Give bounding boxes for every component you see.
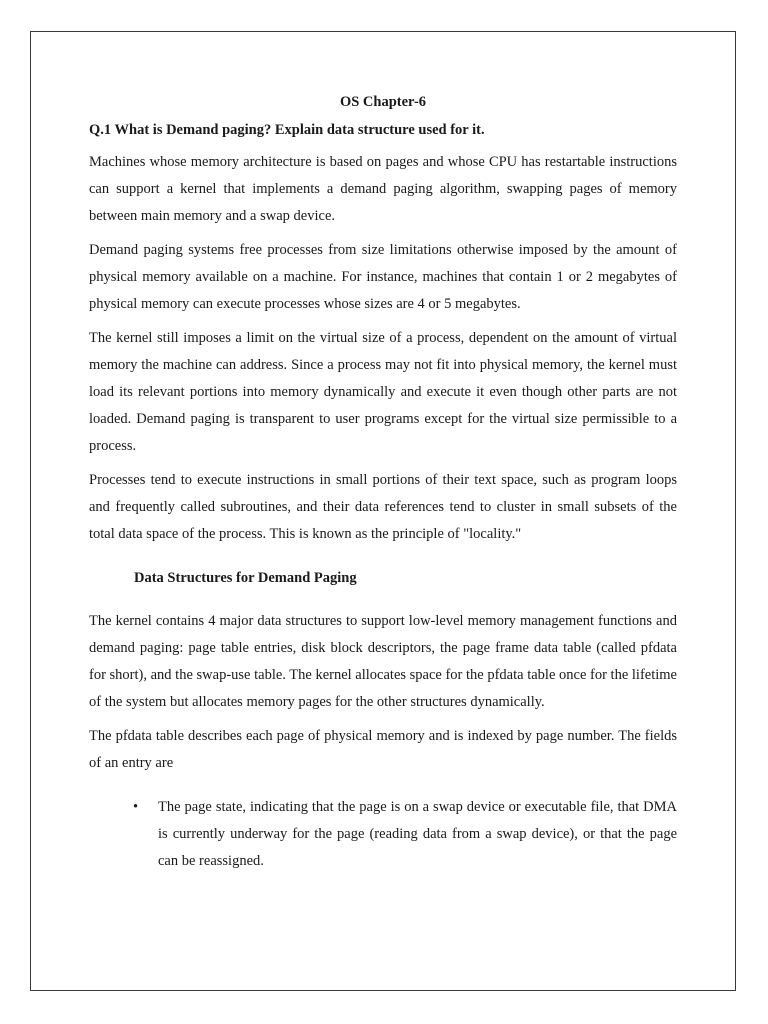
list-item-text: The page state, indicating that the page is on a swap device or executable file, that DMA is currently underway for the page (reading data from a swap device), or that the page can be reassigned. [158, 799, 677, 869]
list-item [89, 794, 677, 875]
paragraph-data-structures: The kernel contains 4 major data structures to support low-level memory management functions and demand paging: page table entries, disk block descriptors, the page frame data table (called pfdata for short), and the swap-use table. The kernel allocates space for the pfdata table once for the lifetime of the system but allocates memory pages for the other structures dynamically. [89, 613, 677, 710]
document-body [89, 91, 677, 875]
section-subheading: Data Structures for Demand Paging [134, 570, 357, 586]
bullet-marker: • [133, 799, 139, 815]
document-title: OS Chapter-6 [339, 94, 427, 110]
paragraph-pfdata-table: The pfdata table describes each page of physical memory and is indexed by page number. The fields of an entry are [89, 728, 677, 771]
question-heading: Q.1 What is Demand paging? Explain data structure used for it. [89, 122, 485, 138]
paragraph-virtual-size-limit: The kernel still imposes a limit on the virtual size of a process, dependent on the amount of virtual memory the machine can address. Since a process may not fit into physical memory, the kernel must load its relevant portions into memory dynamically and execute it even though other parts are not loaded. Demand paging is transparent to user programs except for the virtual size permissible to a process. [89, 330, 677, 454]
paragraph-demand-paging-intro: Machines whose memory architecture is based on pages and whose CPU has restartable instructions can support a kernel that implements a demand paging algorithm, swapping pages of memory between main memory and a swap device. [89, 154, 677, 224]
paragraph-size-limitations: Demand paging systems free processes from size limitations otherwise imposed by the amount of physical memory available on a machine. For instance, machines that contain 1 or 2 megabytes of physical memory can execute processes whose sizes are 4 or 5 megabytes. [89, 242, 677, 312]
paragraph-locality: Processes tend to execute instructions in small portions of their text space, such as program loops and frequently called subroutines, and their data references tend to cluster in small subsets of the total data space of the process. This is known as the principle of "locality." [89, 472, 677, 542]
pfdata-fields-list [89, 794, 677, 875]
